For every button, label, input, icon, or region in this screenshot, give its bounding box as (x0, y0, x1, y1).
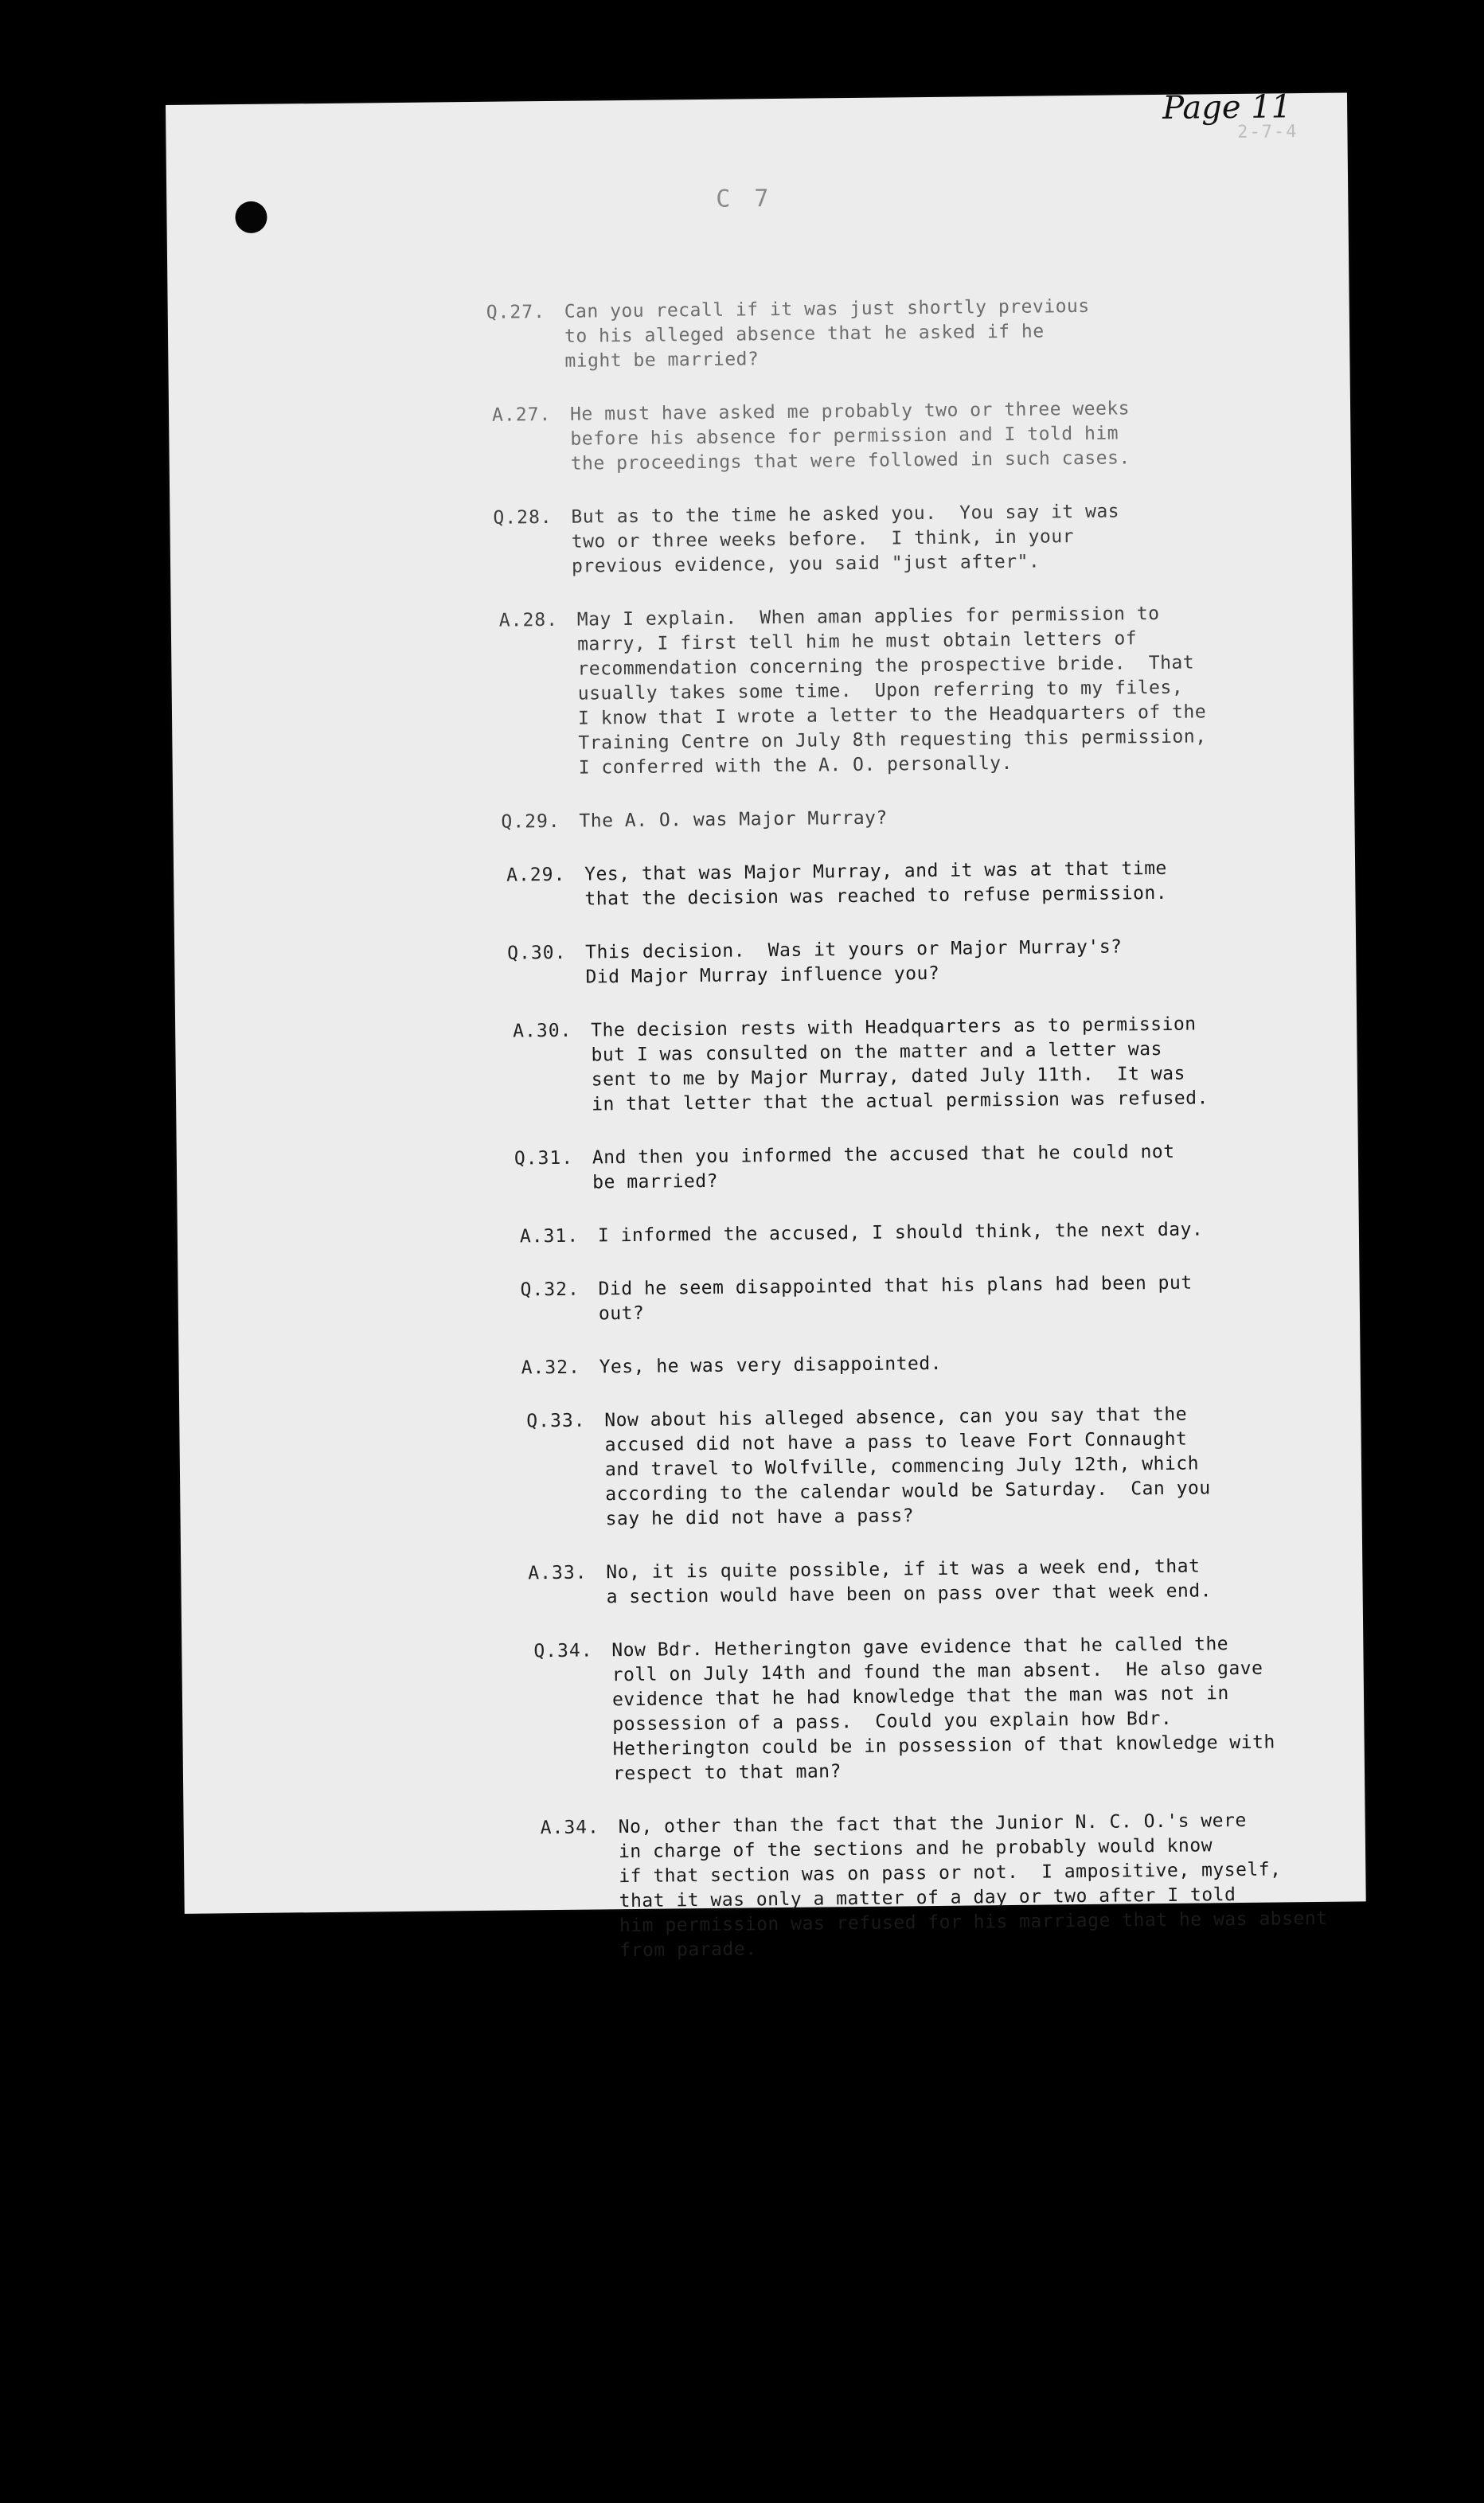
entry-label: Q.28. (493, 506, 553, 529)
entry-text: The decision rests with Headquarters as to permission but I was consulted on the matter and a letter was sent to me by Major Murray, dated July 11th. It was in that letter that the actual permission was refused. (591, 1013, 1209, 1115)
testimony-list (486, 292, 1348, 1993)
punch-hole (235, 201, 267, 233)
entry-text: But as to the time he asked you. You say it was two or three weeks before. I think, in your previous evidence, you said "just after". (571, 501, 1120, 577)
entry-label: Q.32. (520, 1279, 580, 1301)
answer-28 (499, 600, 1335, 782)
entry-text: Yes, that was Major Murray, and it was at that time that the decision was reached to refuse permission. (584, 857, 1168, 910)
entry-text: This decision. Was it yours or Major Murray's? Did Major Murray influence you? (585, 936, 1123, 988)
question-29 (501, 802, 1335, 835)
question-28 (493, 498, 1333, 580)
question-34 (533, 1631, 1345, 1788)
entry-label: Q.34. (533, 1640, 593, 1662)
question-32 (520, 1270, 1341, 1328)
entry-label: A.31. (519, 1225, 580, 1248)
document-reference: C 7 (716, 185, 774, 213)
entry-label: A.27. (491, 404, 552, 426)
entry-text: He must have asked me probably two or three weeks before his absence for permission and I told him the proceedings that were followed in such cases. (569, 398, 1131, 474)
entry-label: A.33. (528, 1562, 588, 1584)
answer-32 (521, 1348, 1341, 1381)
entry-label: A.29. (506, 864, 566, 886)
entry-text: Did he seem disappointed that his plans had been put out? (598, 1272, 1193, 1325)
page-stamp: 2-7-4 (1237, 122, 1298, 143)
entry-text: The A. O. was Major Murray? (579, 807, 888, 832)
entry-label: A.30. (513, 1020, 572, 1042)
entry-text: And then you informed the accused that he could not be married? (592, 1141, 1175, 1193)
entry-text: Now about his alleged absence, can you say that the accused did not have a pass to leave Fort Connaught and travel to Wolfville, commencing July 12th, which according to the calendar would be Saturday. Can you say he did not have a pass? (604, 1404, 1211, 1530)
entry-text: Can you recall if it was just shortly previous to his alleged absence that he asked if he might be married? (564, 295, 1090, 372)
entry-label: A.32. (521, 1357, 581, 1379)
entry-text: Now Bdr. Hetherington gave evidence that he called the roll on July 14th and found the man absent. He also gave evidence that he had knowledge that the man was not in possession of a pass. Could you explain how Bdr. Hetherington could be in possession of that knowledge with respect to that man? (611, 1634, 1275, 1785)
answer-30 (513, 1011, 1338, 1119)
question-33 (526, 1401, 1343, 1533)
document-page (166, 88, 1366, 1962)
entry-text: No, it is quite possible, if it was a week end, that a section would have been on pass over that week end. (606, 1556, 1213, 1608)
question-30 (507, 933, 1338, 991)
entry-label: Q.33. (526, 1410, 586, 1432)
entry-label: Q.30. (507, 942, 567, 964)
answer-34 (541, 1808, 1348, 1965)
question-27 (486, 292, 1331, 375)
page-number-handwritten: Page 11 (1162, 88, 1292, 127)
answer-29 (506, 855, 1337, 913)
entry-label: A.34. (540, 1817, 600, 1839)
entry-text: No, other than the fact that the Junior N. C. O.'s were in charge of the sections and he probably would know if that section was on pass or not. I ampositive, myself, that it was only a matter of a day or two after I told him permission was refused for his marriage that he was absent from parade. (618, 1810, 1328, 1962)
answer-31 (520, 1216, 1340, 1250)
answer-27 (492, 395, 1332, 478)
entry-text: May I explain. When aman applies for permission to marry, I first tell him he must obtain letters of recommendation concerning the prospective bride. That usually takes some time. Upon referring to my files, I know that I wrote a letter to the Headquarters of the Training Centre on July 8th requesting this permission, I conferred with the A. O. personally. (576, 603, 1207, 779)
entry-text: I informed the accused, I should think, the next day. (597, 1219, 1204, 1247)
entry-text: Yes, he was very disappointed. (599, 1353, 943, 1378)
entry-label: Q.31. (514, 1147, 574, 1169)
question-31 (514, 1138, 1340, 1197)
entry-label: Q.29. (501, 810, 560, 833)
answer-33 (528, 1553, 1344, 1611)
entry-label: Q.27. (486, 302, 546, 323)
entry-label: A.28. (498, 609, 559, 631)
